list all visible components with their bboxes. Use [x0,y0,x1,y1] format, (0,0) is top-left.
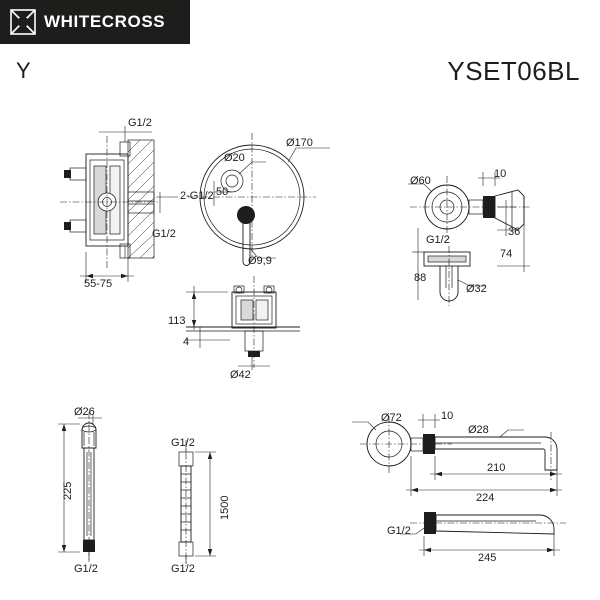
dim-g12-hose-top: G1/2 [171,437,195,449]
dim-d60: Ø60 [410,175,431,187]
drawing-concealed-mixer-body [60,126,178,282]
dim-2-g12: 2-G1/2 [180,190,214,202]
dim-36: 36 [508,226,521,238]
dim-245: 245 [478,552,497,564]
drawing-shower-hose [179,440,216,566]
dim-1500: 1500 [219,495,231,520]
dim-224: 224 [476,492,495,504]
dim-55-75: 55-75 [84,278,113,290]
dim-d32: Ø32 [466,283,487,295]
dim-g12-elbow: G1/2 [426,234,450,246]
dim-g12-handshower: G1/2 [74,563,98,575]
drawing-wall-spout-upper [352,414,562,496]
dim-210: 210 [487,462,506,474]
dim-d99: Ø9,9 [248,255,272,267]
dim-g12-top: G1/2 [128,117,152,129]
dim-10: 10 [494,168,507,180]
dim-g12-bottom: G1/2 [152,228,176,240]
dim-d72: Ø72 [381,412,402,424]
dim-225: 225 [62,481,74,500]
dim-d42: Ø42 [230,369,251,381]
dim-d28: Ø28 [468,424,489,436]
dim-d170: Ø170 [286,137,313,149]
drawing-wall-spout-lower [400,512,566,556]
dim-d20: Ø20 [224,152,245,164]
dim-50: 50 [216,186,229,198]
dim-4: 4 [183,336,190,348]
dim-g12-hose-bottom: G1/2 [171,563,195,575]
dim-10-spout: 10 [441,410,454,422]
dim-88: 88 [414,272,427,284]
dim-74: 74 [500,248,513,260]
model-code: YSET06BL [447,56,580,86]
brand-name: WHITECROSS [44,12,166,31]
dim-d26: Ø26 [74,406,95,418]
dim-113: 113 [168,315,186,327]
dim-g12-spout-lower: G1/2 [387,525,411,537]
drawing-concealed-valve-section [186,276,300,370]
series-label: Y [16,58,31,83]
